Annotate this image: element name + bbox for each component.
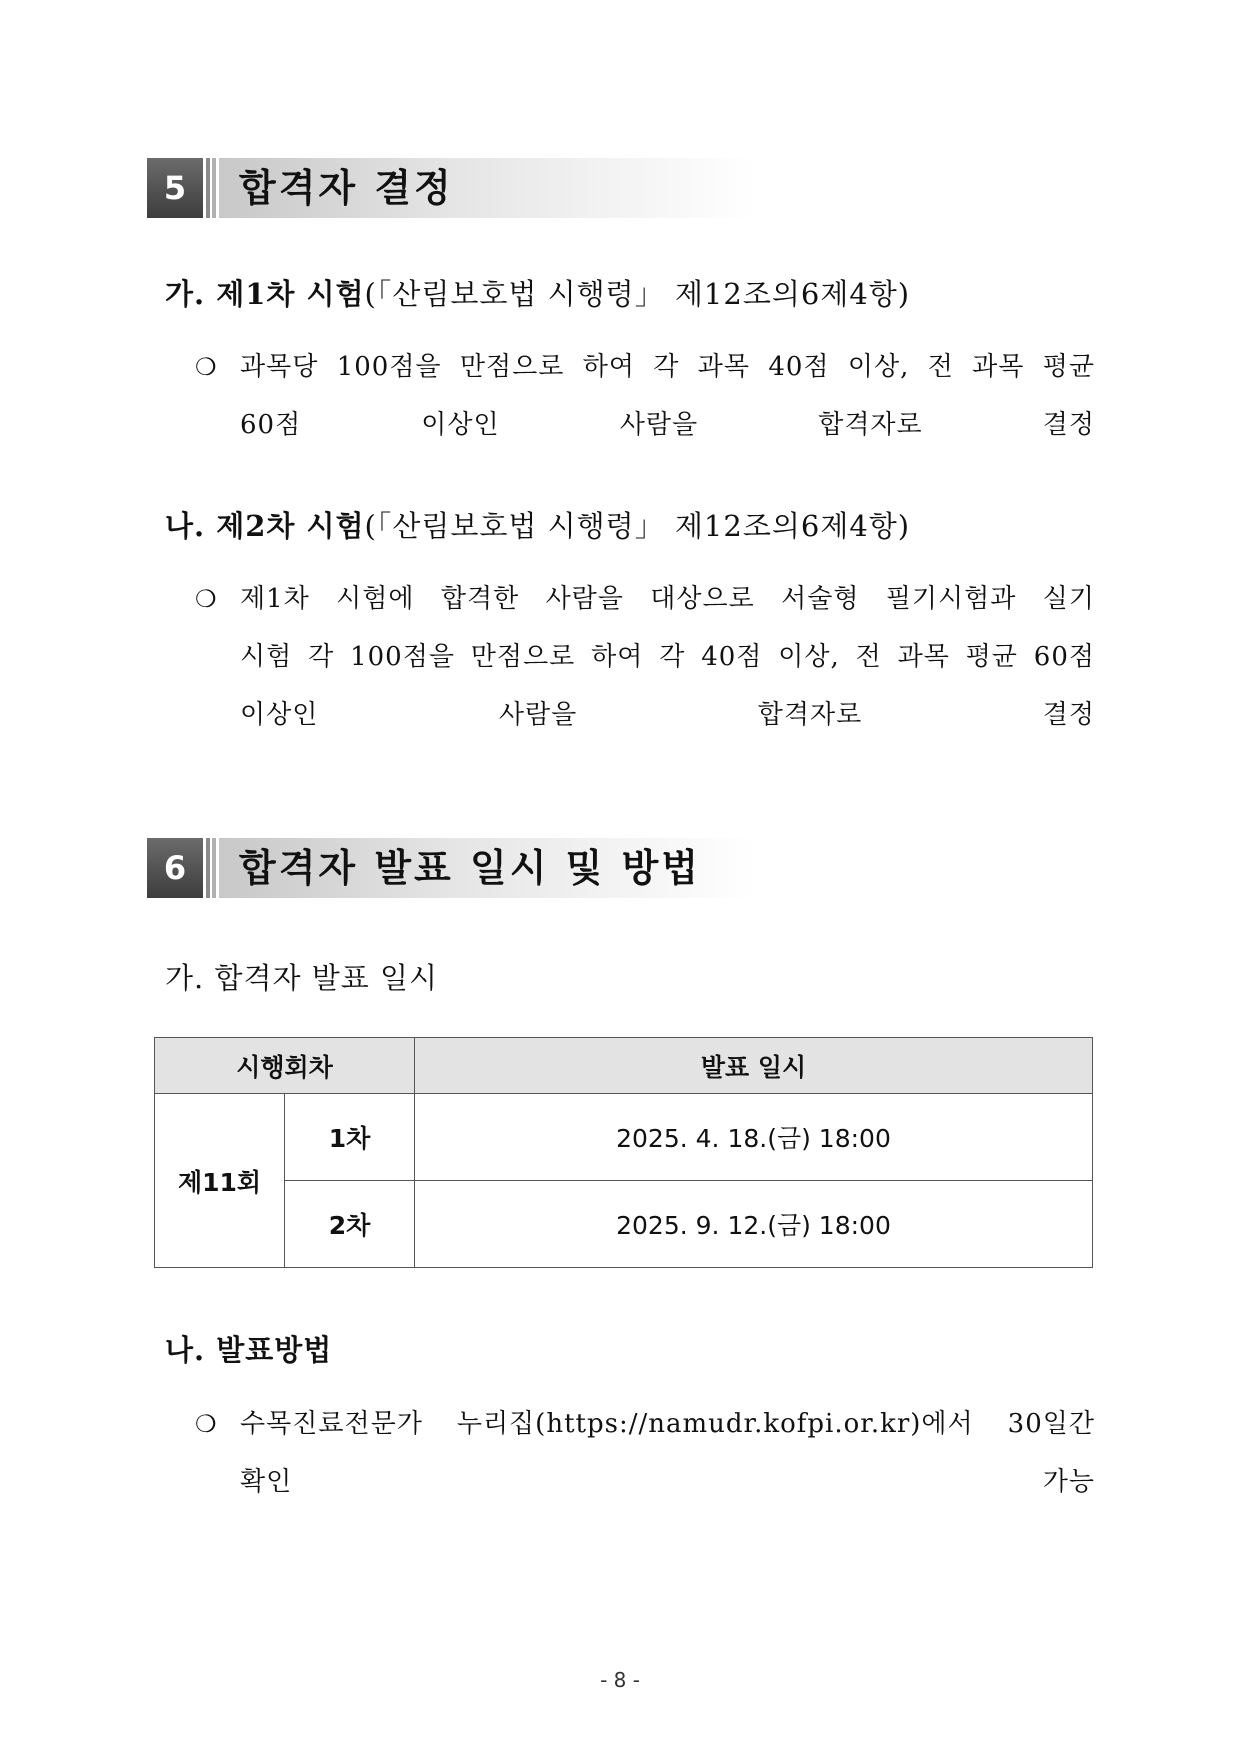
announcement-table	[154, 1037, 1093, 1268]
subheading-announcement-date: 가. 합격자 발표 일시	[165, 961, 438, 995]
bullet-icon: ❍	[195, 585, 217, 613]
page-number: - 8 -	[600, 1668, 640, 1692]
section-6-header	[147, 838, 757, 898]
subheading-second-exam: 나. 제2차 시험(「산림보호법 시행령」 제12조의6제4항)	[165, 509, 911, 543]
paragraph-announcement-method: ❍ 수목진료전문가 누리집(https://namudr.kofpi.or.kr)에서 30일간 확인 가능	[195, 1395, 1095, 1511]
subheading-first-exam: 가. 제1차 시험(「산림보호법 시행령」 제12조의6제4항)	[165, 277, 911, 311]
section-5-header	[147, 158, 757, 218]
section-title: 합격자 결정	[239, 166, 454, 210]
section-number: 6	[147, 838, 203, 898]
section-number: 5	[147, 158, 203, 218]
bullet-icon: ❍	[195, 353, 217, 381]
table-header-date: 발표 일시	[414, 1037, 1093, 1094]
paragraph-first-exam: ❍ 과목당 100점을 만점으로 하여 각 과목 40점 이상, 전 과목 평균 60점 이상인 사람을 합격자로 결정	[195, 338, 1095, 454]
table-cell-date: 2025. 9. 12.(금) 18:00	[414, 1180, 1093, 1268]
section-title: 합격자 발표 일시 및 방법	[239, 846, 701, 890]
subheading-announcement-method: 나. 발표방법	[165, 1333, 333, 1367]
table-cell-date: 2025. 4. 18.(금) 18:00	[414, 1093, 1093, 1181]
table-cell-stage: 1차	[284, 1093, 415, 1181]
paragraph-second-exam: ❍ 제1차 시험에 합격한 사람을 대상으로 서술형 필기시험과 실기 시험 각 100점을 만점으로 하여 각 40점 이상, 전 과목 평균 60점 이상인 사람을 합격자로 결정	[195, 570, 1095, 744]
table-cell-round: 제11회	[154, 1093, 285, 1268]
table-header-round: 시행회차	[154, 1037, 415, 1094]
bullet-icon: ❍	[195, 1410, 217, 1438]
table-cell-stage: 2차	[284, 1180, 415, 1268]
